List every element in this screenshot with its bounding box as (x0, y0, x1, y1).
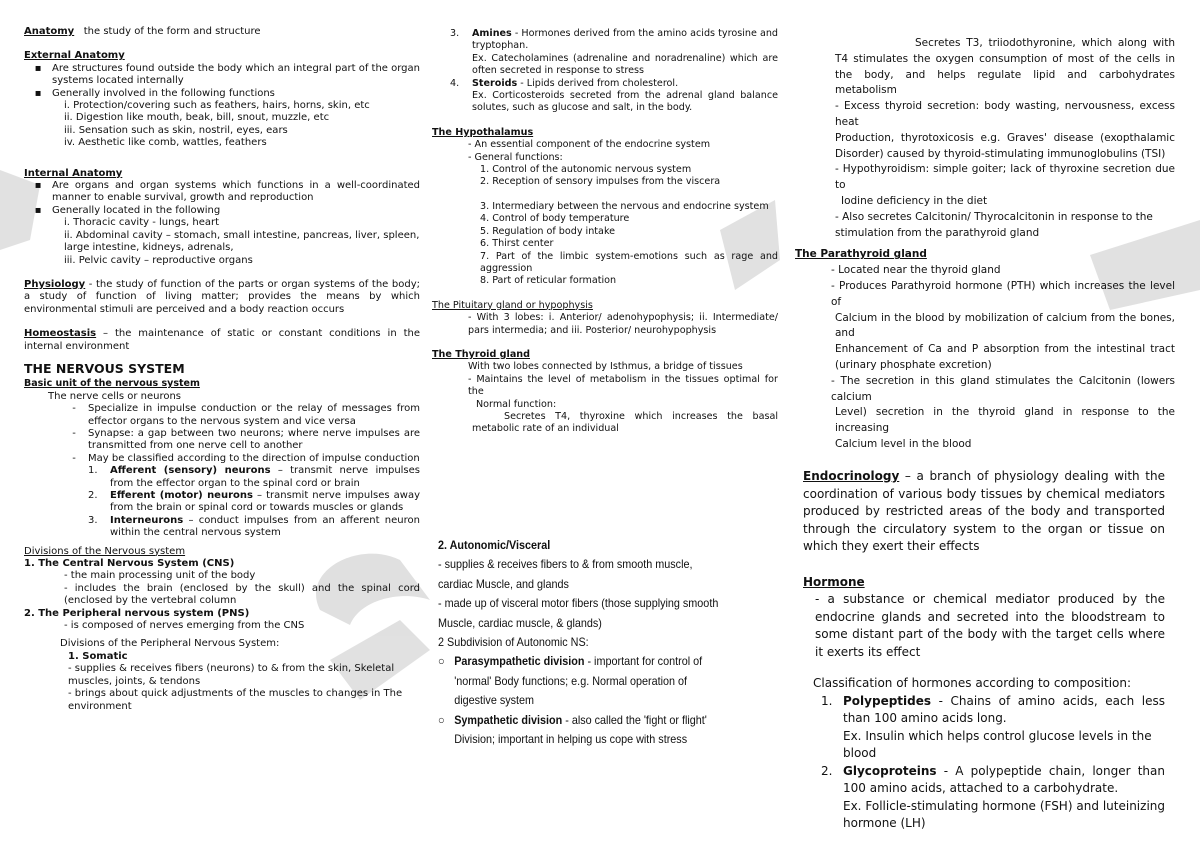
list-item: - The secretion in this gland stimulates the Calcitonin (lowers calcium (831, 374, 1175, 403)
endocrinology-def: Endocrinology – a branch of physiology dealing with the coordination of various body tissues by chemical mediators produced by restricted areas of the body and transported through the circulatory system to the organ or tissue on which they exert their effects (803, 469, 1165, 553)
list-item: - is composed of nerves emerging from the CNS (64, 620, 305, 632)
column-3 (795, 36, 1175, 453)
list-item: i. Protection/covering such as feathers, hairs, horns, skin, etc (64, 100, 370, 112)
classification-title: Classification of hormones according to composition: (813, 676, 1132, 690)
list-item: - May be classified according to the direction of impulse conduction (72, 452, 420, 464)
homeostasis-def: Homeostasis – the maintenance of static or constant conditions in the internal environment (24, 328, 420, 352)
list-item: 1. Control of the autonomic nervous system (480, 164, 692, 176)
list-item: - brings about quick adjustments of the muscles to changes in The environment (68, 688, 403, 712)
list-item: - General functions: (468, 151, 563, 163)
calcitonin: - Also secretes Calcitonin/ Thyrocalcitonin in response to the stimulation from the parathyroid gland (835, 210, 1153, 239)
amines-example: Ex. Catecholamines (adrenaline and noradrenaline) which are often secreted in response to stress (472, 52, 778, 77)
basic-unit-sub: The nerve cells or neurons (48, 390, 182, 402)
list-item: 6. Thirst center (480, 238, 554, 250)
hypothalamus-title: The Hypothalamus (432, 126, 534, 138)
list-item: - made up of visceral motor fibers (those supplying smooth Muscle, cardiac muscle, & glands) (438, 596, 719, 630)
production: Production, thyrotoxicosis e.g. Graves' disease (exopthalamic Disorder) caused by thyroid-stimulating immunoglobulins (TSI) (835, 131, 1175, 160)
list-item: - supplies & receives fibers to & from smooth muscle, cardiac Muscle, and glands (438, 557, 693, 591)
list-item: - the main processing unit of the body (64, 570, 256, 582)
column-1 (24, 26, 420, 713)
list-item: ○ Sympathetic division - also called the 'fight or flight' Division; important in helping us cope with stress (438, 712, 707, 747)
internal-anatomy-title: Internal Anatomy (24, 167, 123, 179)
list-item: 3. Intermediary between the nervous and endocrine system (480, 200, 769, 212)
list-item: 7. Part of the limbic system-emotions such as rage and aggression (480, 250, 778, 274)
column-2 (432, 28, 778, 436)
list-item: iv. Aesthetic like comb, wattles, feathers (64, 137, 267, 149)
list-item: - supplies & receives fibers (neurons) to & from the skin, Skeletal muscles, joints, & tendons (68, 663, 395, 687)
thyroid-normal: Normal function: (476, 398, 557, 410)
pituitary-title: The Pituitary gland or hypophysis (432, 299, 593, 311)
excess-thyroid: - Excess thyroid secretion: body wasting, nervousness, excess heat (835, 100, 1175, 128)
list-item: 2. Glycoproteins - A polypeptide chain, longer than 100 amino acids, attached to a carbohydrate. (821, 763, 1165, 795)
list-item: 2. Efferent (motor) neurons – transmit nerve impulses away from the brain or spinal cord or towards muscles or glands (88, 490, 420, 514)
list-item: ▪ Are organs and organ systems which functions in a well-coordinated manner to enable survival, growth and reproduction (34, 180, 420, 204)
list-item: 2. Reception of sensory impulses from the viscera (480, 176, 721, 188)
physiology-def: Physiology - the study of function of the parts or organ systems of the body; a study of function of living matter; provides the means by which environmental stimuli are perceived and a body reaction occurs (24, 278, 420, 315)
external-anatomy-title: External Anatomy (24, 50, 125, 62)
iodine: Iodine deficiency in the diet (841, 194, 988, 207)
list-item: ▪ Generally located in the following (34, 204, 221, 216)
pituitary-desc: - With 3 lobes: i. Anterior/ adenohypophysis; ii. Intermediate/ pars intermedia; and iii. Posterior/ neurohypophysis (468, 312, 778, 336)
list-item: 4. Control of body temperature (480, 213, 630, 225)
basic-unit-title: Basic unit of the nervous system (24, 378, 200, 390)
list-item: Level) secretion in the thyroid gland in response to the increasing (835, 406, 1175, 435)
list-item: - An essential component of the endocrine system (468, 139, 711, 151)
list-item: - Specialize in impulse conduction or the relay of messages from effector organs to the nervous system and vice versa (72, 403, 420, 427)
steroids-example: Ex. Corticosteroids secreted from the adrenal gland balance solutes, such as glucose and salt, in the body. (472, 90, 778, 114)
anatomy-term: Anatomy (24, 26, 75, 37)
hypothyroidism: - Hypothyroidism: simple goiter; lack of thyroxine secretion due to (835, 163, 1175, 192)
list-item: Calcium in the blood by mobilization of calcium from the bones, and (835, 311, 1175, 340)
list-item: ▪ Are structures found outside the body which an integral part of the organ systems located internally (34, 62, 420, 87)
list-item: - Produces Parathyroid hormone (PTH) which increases the level of (831, 279, 1175, 308)
somatic-title: 1. Somatic (68, 650, 128, 662)
list-item: 2 Subdivision of Autonomic NS: (438, 635, 589, 650)
divisions-title: Divisions of the Nervous system (24, 545, 186, 557)
hormone-def: - a substance or chemical mediator produced by the endocrine glands and secreted into the bloodstream to some distant part of the body with the target cells where it exerts its effect (815, 592, 1165, 659)
polypeptides-example: Ex. Insulin which helps control glucose levels in the blood (843, 728, 1152, 760)
column-3-lower (803, 468, 1165, 833)
pns-divisions-title: Divisions of the Peripheral Nervous System: (60, 638, 280, 650)
cns-title: 1. The Central Nervous System (CNS) (24, 558, 235, 570)
t3-text: Secretes T3, triiodothyronine, which along with T4 stimulates the oxygen consumption of most of the cells in the body, and helps regulate lipid and carbohydrates metabolism (835, 37, 1175, 97)
list-item: ▪ Generally involved in the following functions (34, 87, 275, 99)
glycoproteins-example: Ex. Follicle-stimulating hormone (FSH) and luteinizing hormone (LH) (843, 798, 1165, 830)
thyroid-title: The Thyroid gland (432, 348, 530, 360)
hormone-title: Hormone (803, 574, 865, 589)
list-item: i. Thoracic cavity - lungs, heart (64, 217, 220, 229)
list-item: 5. Regulation of body intake (480, 225, 616, 237)
list-item: 3. Interneurons – conduct impulses from an afferent neuron within the central nervous system (88, 514, 420, 539)
autonomic-title: 2. Autonomic/Visceral (438, 538, 551, 552)
list-item: - Synapse: a gap between two neurons; where nerve impulses are transmitted from one nerve cell to another (72, 427, 420, 452)
pns-title: 2. The Peripheral nervous system (PNS) (24, 607, 250, 619)
list-item: iii. Pelvic cavity – reproductive organs (64, 254, 253, 266)
list-item: ii. Digestion like mouth, beak, bill, snout, muzzle, etc (64, 112, 330, 124)
anatomy-def: Anatomy the study of the form and structure (24, 26, 261, 37)
thyroid-secretes: Secretes T4, thyroxine which increases the basal metabolic rate of an individual (472, 410, 778, 435)
list-item: 8. Part of reticular formation (480, 275, 617, 287)
list-item: With two lobes connected by Isthmus, a bridge of tissues (468, 361, 743, 373)
list-item: - Located near the thyroid gland (831, 264, 1001, 277)
list-item: - Maintains the level of metabolism in the tissues optimal for the (468, 373, 778, 398)
parathyroid-title: The Parathyroid gland (795, 248, 927, 261)
list-item: ii. Abdominal cavity – stomach, small intestine, pancreas, liver, spleen, large intestine, kidneys, adrenals, (64, 229, 420, 254)
list-item: 1. Afferent (sensory) neurons – transmit nerve impulses from the effector organ to the spinal cord or brain (88, 465, 421, 489)
list-item: 3. Amines - Hormones derived from the amino acids tyrosine and tryptophan. (450, 28, 778, 52)
list-item: - includes the brain (enclosed by the skull) and the spinal cord (enclosed by the vertebral column (64, 582, 420, 607)
list-item: 4. Steroids - Lipids derived from cholesterol. (450, 77, 679, 89)
list-item: iii. Sensation such as skin, nostril, eyes, ears (64, 124, 288, 136)
list-item: 1. Polypeptides - Chains of amino acids, each less than 100 amino acids long. (821, 693, 1165, 725)
nervous-system-title: THE NERVOUS SYSTEM (24, 360, 185, 376)
list-item: ○ Parasympathetic division - important for control of 'normal' Body functions; e.g. Normal operation of digestive system (438, 654, 703, 708)
list-item: Calcium level in the blood (835, 437, 972, 450)
list-item: Enhancement of Ca and P absorption from the intestinal tract (urinary phosphate excretion) (835, 343, 1175, 371)
autonomic-block (438, 536, 722, 749)
